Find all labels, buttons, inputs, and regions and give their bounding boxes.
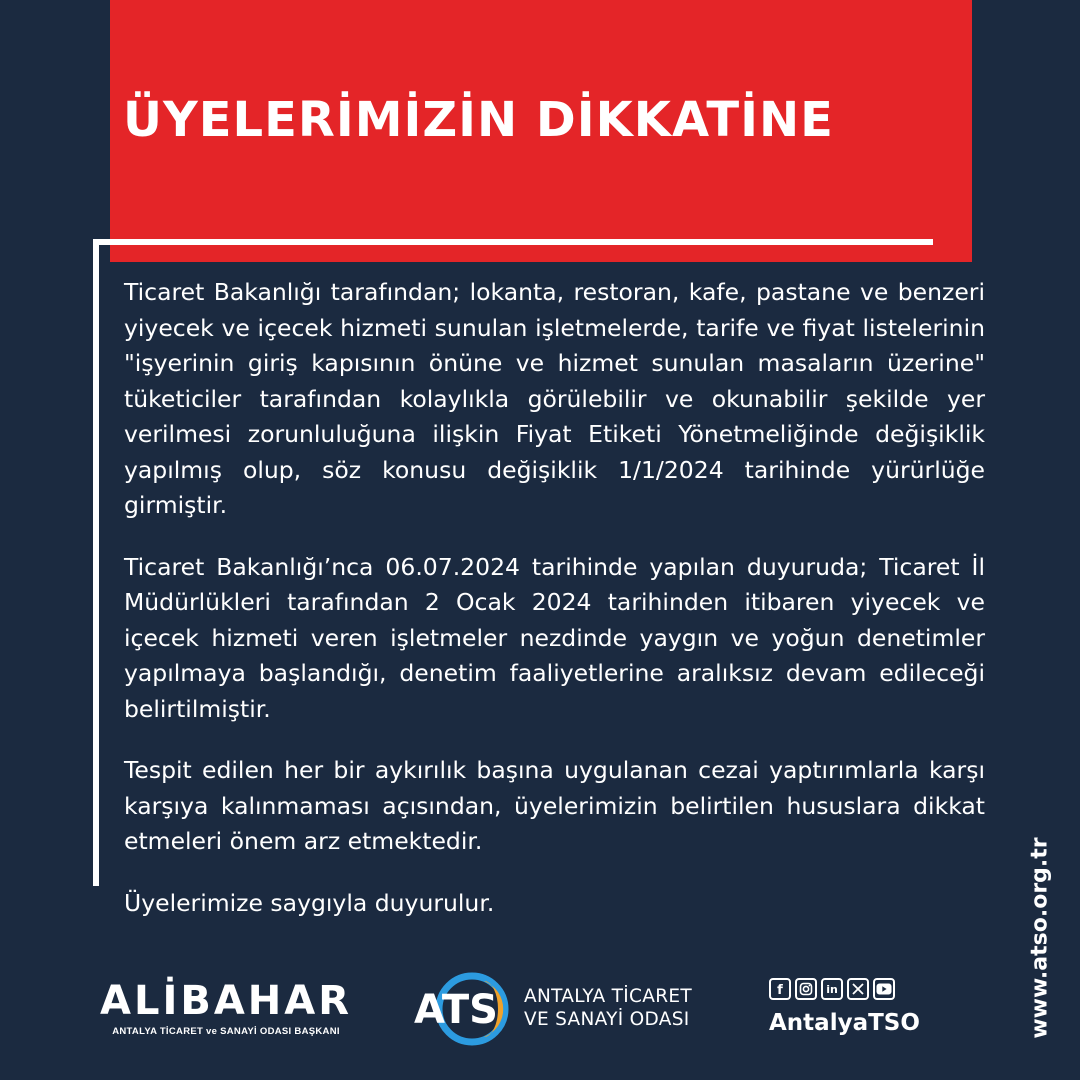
paragraph: Ticaret Bakanlığı tarafından; lokanta, restoran, kafe, pastane ve benzeri yiyecek ve içecek hizmeti sunulan işletmelerde, tarife ve fiyat listelerinin "işyerinin giriş kapısının önüne ve hizmet sunulan masaların üzerine" tüketiciler tarafından kolaylıkla görülebilir ve okunabilir şekilde yer verilmesi zorunluluğuna ilişkin Fiyat Etiketi Yönetmeliğinde değişiklik yapılmış olup, söz konusu değişiklik 1/1/2024 tarihinde yürürlüğe girmiştir.	[124, 278, 985, 519]
social-handle[interactable]: AntalyaTSO	[769, 1010, 920, 1036]
logo-text: ATS	[414, 987, 498, 1033]
linkedin-icon[interactable]	[821, 978, 843, 1000]
social-icons	[769, 978, 895, 1000]
org-name-line2: VE SANAYİ ODASI	[524, 1009, 690, 1030]
president-name: ALİBAHAR	[100, 978, 353, 1024]
facebook-icon[interactable]	[769, 978, 791, 1000]
organization-name	[524, 985, 692, 1031]
facebook-glyph: f	[777, 983, 783, 996]
youtube-icon[interactable]	[873, 978, 895, 1000]
x-icon[interactable]	[847, 978, 869, 1000]
atso-logo	[412, 970, 512, 1048]
org-name-line1: ANTALYA TİCARET	[524, 986, 692, 1007]
website-url[interactable]: www.atso.org.tr	[1027, 837, 1053, 1039]
paragraph: Tespit edilen her bir aykırılık başına uygulanan cezai yaptırımlarla karşı karşıya kalınmaması açısından, üyelerimizin belirtilen hususlara dikkat etmeleri önem arz etmektedir.	[124, 756, 985, 855]
president-signature	[100, 978, 352, 1037]
frame-line-left	[93, 239, 99, 886]
linkedin-glyph: in	[826, 983, 838, 996]
paragraph: Ticaret Bakanlığı’nca 06.07.2024 tarihinde yapılan duyuruda; Ticaret İl Müdürlükleri tarafından 2 Ocak 2024 tarihinden itibaren yiyecek ve içecek hizmeti veren işletmeler nezdinde yaygın ve yoğun denetimler yapılmaya başlandığı, denetim faaliyetlerine aralıksız devam edileceği belirtilmiştir.	[124, 552, 985, 723]
president-title: ANTALYA TİCARET ve SANAYİ ODASI BAŞKANI	[112, 1026, 340, 1037]
frame-line-top	[93, 239, 933, 245]
announcement-title: ÜYELERİMİZİN DİKKATİNE	[123, 92, 834, 148]
closing-line: Üyelerimize saygıyla duyurulur.	[124, 888, 495, 917]
announcement-body	[124, 275, 985, 947]
instagram-icon[interactable]	[795, 978, 817, 1000]
